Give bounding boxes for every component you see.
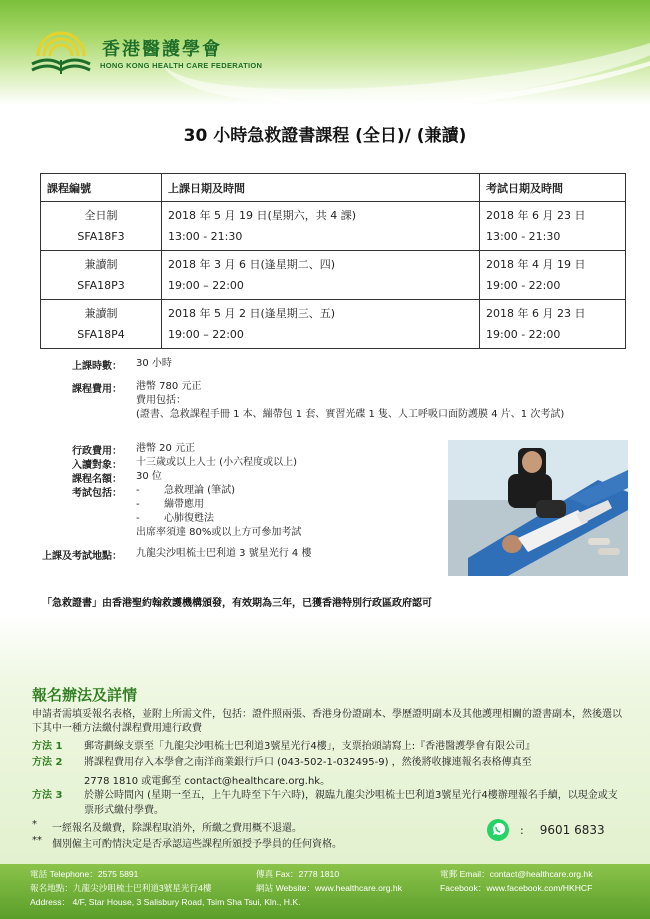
method-text: 郵寄劃線支票至「九龍尖沙咀梳士巴利道3號星光行4樓」，支票抬頭請寫上:『香港醫護學會有限公司』: [84, 741, 536, 752]
fee-includes-label: 費用包括：: [136, 395, 186, 406]
quota-label: 課程名額：: [72, 474, 122, 485]
federation-logo-icon: [30, 30, 92, 76]
fee-items: (證書、急救課程手冊 1 本、繃帶包 1 套、實習光碟 1 隻、人工呼吸口面防護膜 4 片、1 次考試): [136, 409, 565, 420]
whatsapp-contact[interactable]: : 9601 6833: [486, 818, 605, 842]
page-footer: [0, 864, 650, 919]
col-header-class: 上課日期及時間: [162, 174, 480, 202]
method-label: 方法 1: [32, 741, 63, 752]
table-row: [41, 251, 626, 300]
exam-date: 2018 年 6 月 23 日: [486, 209, 586, 222]
table-header-row: [41, 174, 626, 202]
admin-fee-value: 港幣 20 元正: [136, 443, 196, 454]
entry-value: 十三歲或以上人士 (小六程度或以上): [136, 457, 297, 468]
footer-email[interactable]: 電郵 Email：contact@healthcare.org.hk: [440, 869, 593, 879]
method-text: 於辦公時間內 (星期一至五，上午九時至下午六時)，親臨九龍尖沙咀梳士巴利道3號星光行4樓辦理報名手續，以現金或支票形式繳付學費。: [84, 790, 618, 816]
course-code-cell: [41, 202, 162, 251]
course-code: SFA18F3: [77, 230, 125, 243]
hours-value: 30 小時: [136, 358, 172, 369]
qualification-note: ** 個別僱主可酌情決定是否承認這些課程所頒授予學員的任何資格。: [32, 835, 342, 850]
payment-method-2: [32, 755, 624, 789]
footer-fax: 傳真 Fax：2778 1810: [256, 869, 340, 879]
quota-value: 30 位: [136, 471, 162, 482]
cpr-scene-image: [448, 440, 628, 576]
exam-time: 13:00 - 21:30: [486, 230, 561, 243]
footer-facebook[interactable]: Facebook：www.facebook.com/HKHCF: [440, 883, 593, 893]
page-header: [0, 0, 650, 105]
exam-item: - 繃帶應用: [136, 499, 204, 510]
exam-schedule-cell: [480, 251, 626, 300]
admin-fee-row: [0, 442, 195, 457]
col-header-exam: 考試日期及時間: [480, 174, 626, 202]
apply-intro: 申請者需填妥報名表格，並附上所需文件，包括：證件照兩張、香港身份證副本、學歷證明副本及其他護理相關的證書副本，然後選以下其中一種方法繳付課程費用連行政費: [32, 709, 622, 734]
method-text: 將課程費用存入本學會之南洋商業銀行戶口 (043-502-1-032495-9) ，然後將收據連報名表格傳真至: [84, 757, 532, 768]
class-date: 2018 年 5 月 2 日(逢星期三、五): [168, 307, 336, 320]
course-code: SFA18P4: [77, 328, 125, 341]
exam-schedule-cell: [480, 202, 626, 251]
table-row: [41, 202, 626, 251]
method-label: 方法 3: [32, 790, 63, 801]
class-date: 2018 年 5 月 19 日(星期六，共 4 課): [168, 209, 357, 222]
course-mode: 全日制: [84, 209, 118, 222]
venue-value: 九龍尖沙咀梳士巴利道 3 號星光行 4 樓: [136, 548, 312, 559]
org-name-en: HONG KONG HEALTH CARE FEDERATION: [100, 61, 263, 70]
hours-label: 上課時數：: [72, 361, 122, 372]
venue-row: [0, 547, 311, 562]
whatsapp-number: 9601 6833: [539, 823, 605, 837]
fee-value: 港幣 780 元正: [136, 381, 202, 392]
class-date: 2018 年 3 月 6 日(逢星期二、四): [168, 258, 336, 271]
class-schedule-cell: [162, 251, 480, 300]
certificate-note: 「急救證書」由香港聖約翰救護機構頒發，有效期為三年，已獲香港特別行政區政府認可: [42, 598, 432, 609]
hours-row: [0, 357, 172, 372]
class-time: 19:00 – 22:00: [168, 328, 244, 341]
payment-method-1: [32, 739, 624, 754]
fee-label: 課程費用：: [72, 384, 122, 395]
exam-label: 考試包括：: [72, 488, 122, 499]
course-code: SFA18P3: [77, 279, 125, 292]
apply-title: 報名辦法及詳情: [32, 686, 138, 704]
org-name-cn: 香港醫護學會: [102, 39, 222, 60]
entry-label: 入讀對象：: [72, 460, 122, 471]
class-schedule-cell: [162, 300, 480, 349]
schedule-table: [40, 173, 626, 349]
footer-phone: 電話 Telephone：2575 5891: [30, 869, 139, 879]
exam-date: 2018 年 4 月 19 日: [486, 258, 586, 271]
whatsapp-icon: [486, 818, 510, 842]
class-schedule-cell: [162, 202, 480, 251]
footer-website[interactable]: 網站 Website：www.healthcare.org.hk: [256, 883, 402, 893]
quota-row: [0, 470, 162, 485]
exam-item: - 急救理論 (筆試): [136, 485, 235, 496]
course-mode: 兼讀制: [84, 307, 118, 320]
col-header-code: 課程編號: [41, 174, 162, 202]
exam-time: 19:00 - 22:00: [486, 328, 561, 341]
exam-schedule-cell: [480, 300, 626, 349]
footer-address-en: Address： 4/F, Star House, 3 Salisbury Road, Tsim Sha Tsui, Kln., H.K.: [30, 897, 301, 907]
payment-method-3: [32, 788, 624, 818]
method-text-contact: 2778 1810 或電郵至 contact@healthcare.org.hk。: [84, 776, 331, 787]
attendance-requirement: 出席率須達 80%或以上方可參加考試: [136, 527, 302, 538]
course-code-cell: [41, 251, 162, 300]
exam-row: [0, 484, 301, 540]
refund-note: * 一經報名及繳費，除課程取消外，所繳之費用概不退還。: [32, 819, 302, 834]
method-label: 方法 2: [32, 757, 63, 768]
first-aid-training-photo: [448, 440, 628, 576]
exam-time: 19:00 - 22:00: [486, 279, 561, 292]
table-row: [41, 300, 626, 349]
course-mode: 兼讀制: [84, 258, 118, 271]
exam-item: - 心肺復甦法: [136, 513, 214, 524]
entry-row: [0, 456, 297, 471]
class-time: 19:00 – 22:00: [168, 279, 244, 292]
exam-date: 2018 年 6 月 23 日: [486, 307, 586, 320]
class-time: 13:00 - 21:30: [168, 230, 243, 243]
admin-fee-label: 行政費用：: [72, 446, 122, 457]
page-title: 30 小時急救證書課程 (全日)/ (兼讀): [183, 126, 467, 146]
footer-address-cn: 報名地點：九龍尖沙咀梳士巴利道3號星光行4樓: [30, 883, 212, 893]
course-code-cell: [41, 300, 162, 349]
venue-label: 上課及考試地點：: [42, 551, 122, 562]
fee-row: [0, 380, 564, 422]
